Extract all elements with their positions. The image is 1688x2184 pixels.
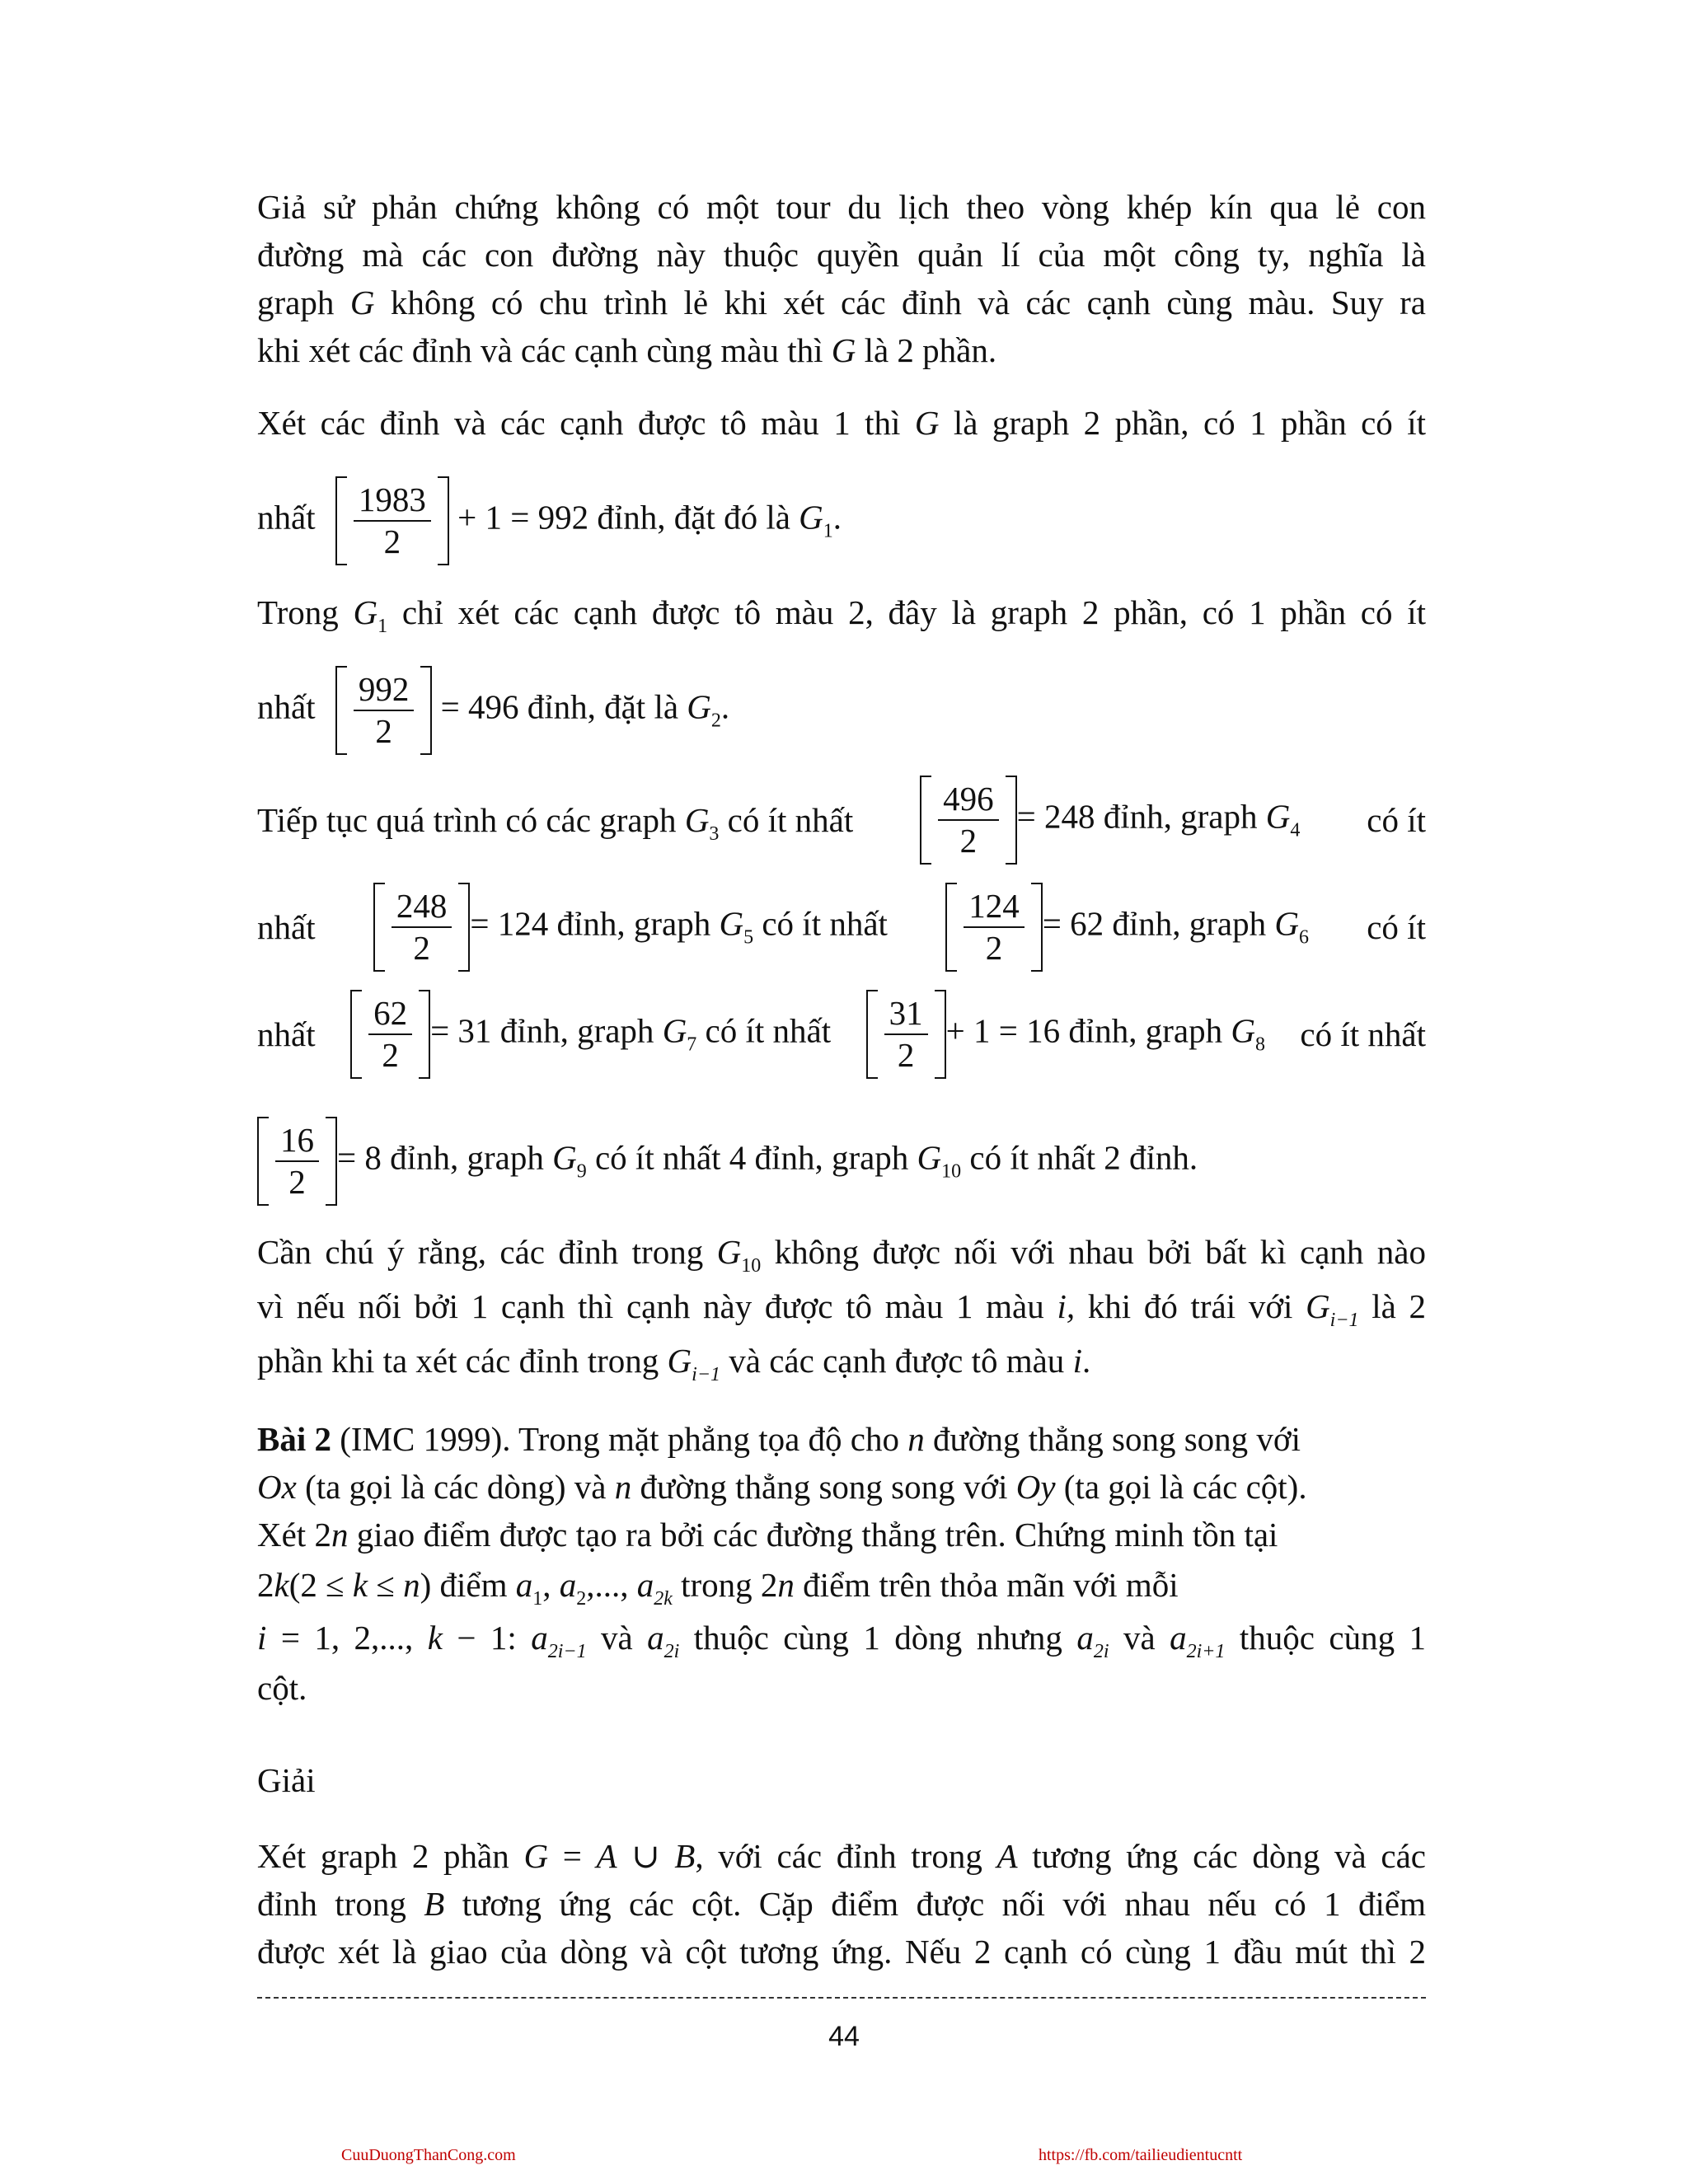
formula-line: $\frac{16}{2}$ = 8 đỉnh, graph $G_9$ có ít nhất 4 đỉnh, graph $G_{10}$ có ít nhất 2 đỉnh. (257, 1117, 1426, 1166)
formula-line: nhất $\frac{992}{2}$ = 496 đỉnh, đặt là $G_2$. (257, 666, 1426, 715)
floor-bracket (350, 990, 430, 1079)
floor-bracket (373, 883, 471, 972)
text-line: khi xét các đỉnh và các cạnh cùng màu thì G là 2 phần. (257, 331, 997, 369)
floor-bracket (866, 990, 946, 1079)
text-line: Bài 2 (IMC 1999). Trong mặt phẳng tọa độ cho n đường thẳng song song với (257, 1420, 1301, 1458)
text-line: được xét là giao của dòng và cột tương ứng. Nếu 2 cạnh có cùng 1 đầu mút thì 2 (257, 1933, 1426, 1971)
text-line: i = 1, 2,..., k − 1: $a_{2i-1}$ và $a_{2i}$ thuộc cùng 1 dòng nhưng $a_{2i}$ và $a_{2i+1}$ thuộc cùng 1 (257, 1619, 1426, 1662)
text-line: Giải (257, 1761, 316, 1799)
formula-line: Tiếp tục quá trình có các graph $G_3$ có ít nhất $\frac{496}{2}$ = 248 đỉnh, graph $G_4$ có ít (257, 795, 1426, 845)
text-line: Giả sử phản chứng không có một tour du lịch theo vòng khép kín qua lẻ con (257, 188, 1426, 226)
text-line: Xét 2n giao điểm được tạo ra bởi các đường thẳng trên. Chứng minh tồn tại (257, 1516, 1278, 1554)
text-line: đỉnh trong B tương ứng các cột. Cặp điểm được nối với nhau nếu có 1 điểm (257, 1885, 1427, 1923)
floor-bracket (335, 476, 449, 565)
footer-link-right[interactable]: https://fb.com/tailieudientucntt (1039, 2146, 1243, 2164)
text-line: đường mà các con đường này thuộc quyền quản lí của một công ty, nghĩa là (257, 236, 1426, 274)
solution-heading (257, 1756, 1426, 1804)
floor-bracket (335, 666, 433, 755)
paragraph-2 (257, 399, 1426, 447)
text-line: Cần chú ý rằng, các đỉnh trong $G_{10}$ không được nối với nhau bởi bất kì cạnh nào (257, 1233, 1426, 1277)
floor-bracket (945, 883, 1043, 972)
text-line: Xét graph 2 phần G = A ∪ B, với các đỉnh trong A tương ứng các dòng và các (257, 1837, 1427, 1875)
text-line: vì nếu nối bởi 1 cạnh thì cạnh này được tô màu 1 màu i, khi đó trái với $G_{i-1}$ là 2 (257, 1287, 1426, 1331)
paragraph-1 (257, 183, 1426, 374)
text-line: Xét các đỉnh và các cạnh được tô màu 1 thì G là graph 2 phần, có 1 phần có ít (257, 404, 1427, 442)
text-line: Ox (ta gọi là các dòng) và n đường thẳng song song với Oy (ta gọi là các cột). (257, 1468, 1307, 1506)
fraction: $\frac{496}{2}$ (938, 780, 999, 860)
page-number: 44 (828, 2021, 860, 2052)
formula-line: nhất $\frac{62}{2}$ = 31 đỉnh, graph $G_7$ có ít nhất $\frac{31}{2}$ + 1 = 16 đỉnh, graph $G_8$ có ít nhất (257, 1010, 1426, 1059)
paragraph-8 (257, 1832, 1426, 1975)
text-line: phần khi ta xét các đỉnh trong $G_{i-1}$ và các cạnh được tô màu i. (257, 1342, 1091, 1385)
formula-line: nhất $\frac{248}{2}$ = 124 đỉnh, graph $G_5$ có ít nhất $\frac{124}{2}$ = 62 đỉnh, graph $G_6$ có ít (257, 902, 1426, 952)
floor-bracket (920, 776, 1017, 865)
fraction: $\frac{124}{2}$ (964, 887, 1025, 968)
fraction: $\frac{16}{2}$ (275, 1121, 319, 1202)
fraction: $\frac{248}{2}$ (392, 887, 452, 968)
text-line: graph G không có chu trình lẻ khi xét các đỉnh và các cạnh cùng màu. Suy ra (257, 284, 1426, 321)
fraction: $\frac{992}{2}$ (354, 670, 415, 751)
paragraph-5 (257, 1225, 1426, 1388)
text-line: 2k(2 ≤ k ≤ n) điểm $a_1$, $a_2$,..., $a_{2k}$ trong 2n điểm trên thỏa mãn với mỗi (257, 1566, 1179, 1610)
fraction: $\frac{31}{2}$ (884, 994, 928, 1075)
paragraph-3 (257, 588, 1426, 636)
floor-bracket (257, 1117, 337, 1206)
fraction: $\frac{1983}{2}$ (354, 480, 431, 561)
paragraph-6 (257, 1415, 1426, 1712)
text-line: Trong $G_1$ chỉ xét các cạnh được tô màu 2, đây là graph 2 phần, có 1 phần có ít (257, 593, 1426, 637)
text-line: cột. (257, 1669, 307, 1707)
fraction: $\frac{62}{2}$ (368, 994, 412, 1075)
footer-divider (257, 1997, 1426, 1999)
footer-link-left[interactable]: CuuDuongThanCong.com (341, 2146, 516, 2164)
formula-line: nhất $\frac{1983}{2}$ + 1 = 992 đỉnh, đặt đó là $G_1$. (257, 476, 1426, 526)
